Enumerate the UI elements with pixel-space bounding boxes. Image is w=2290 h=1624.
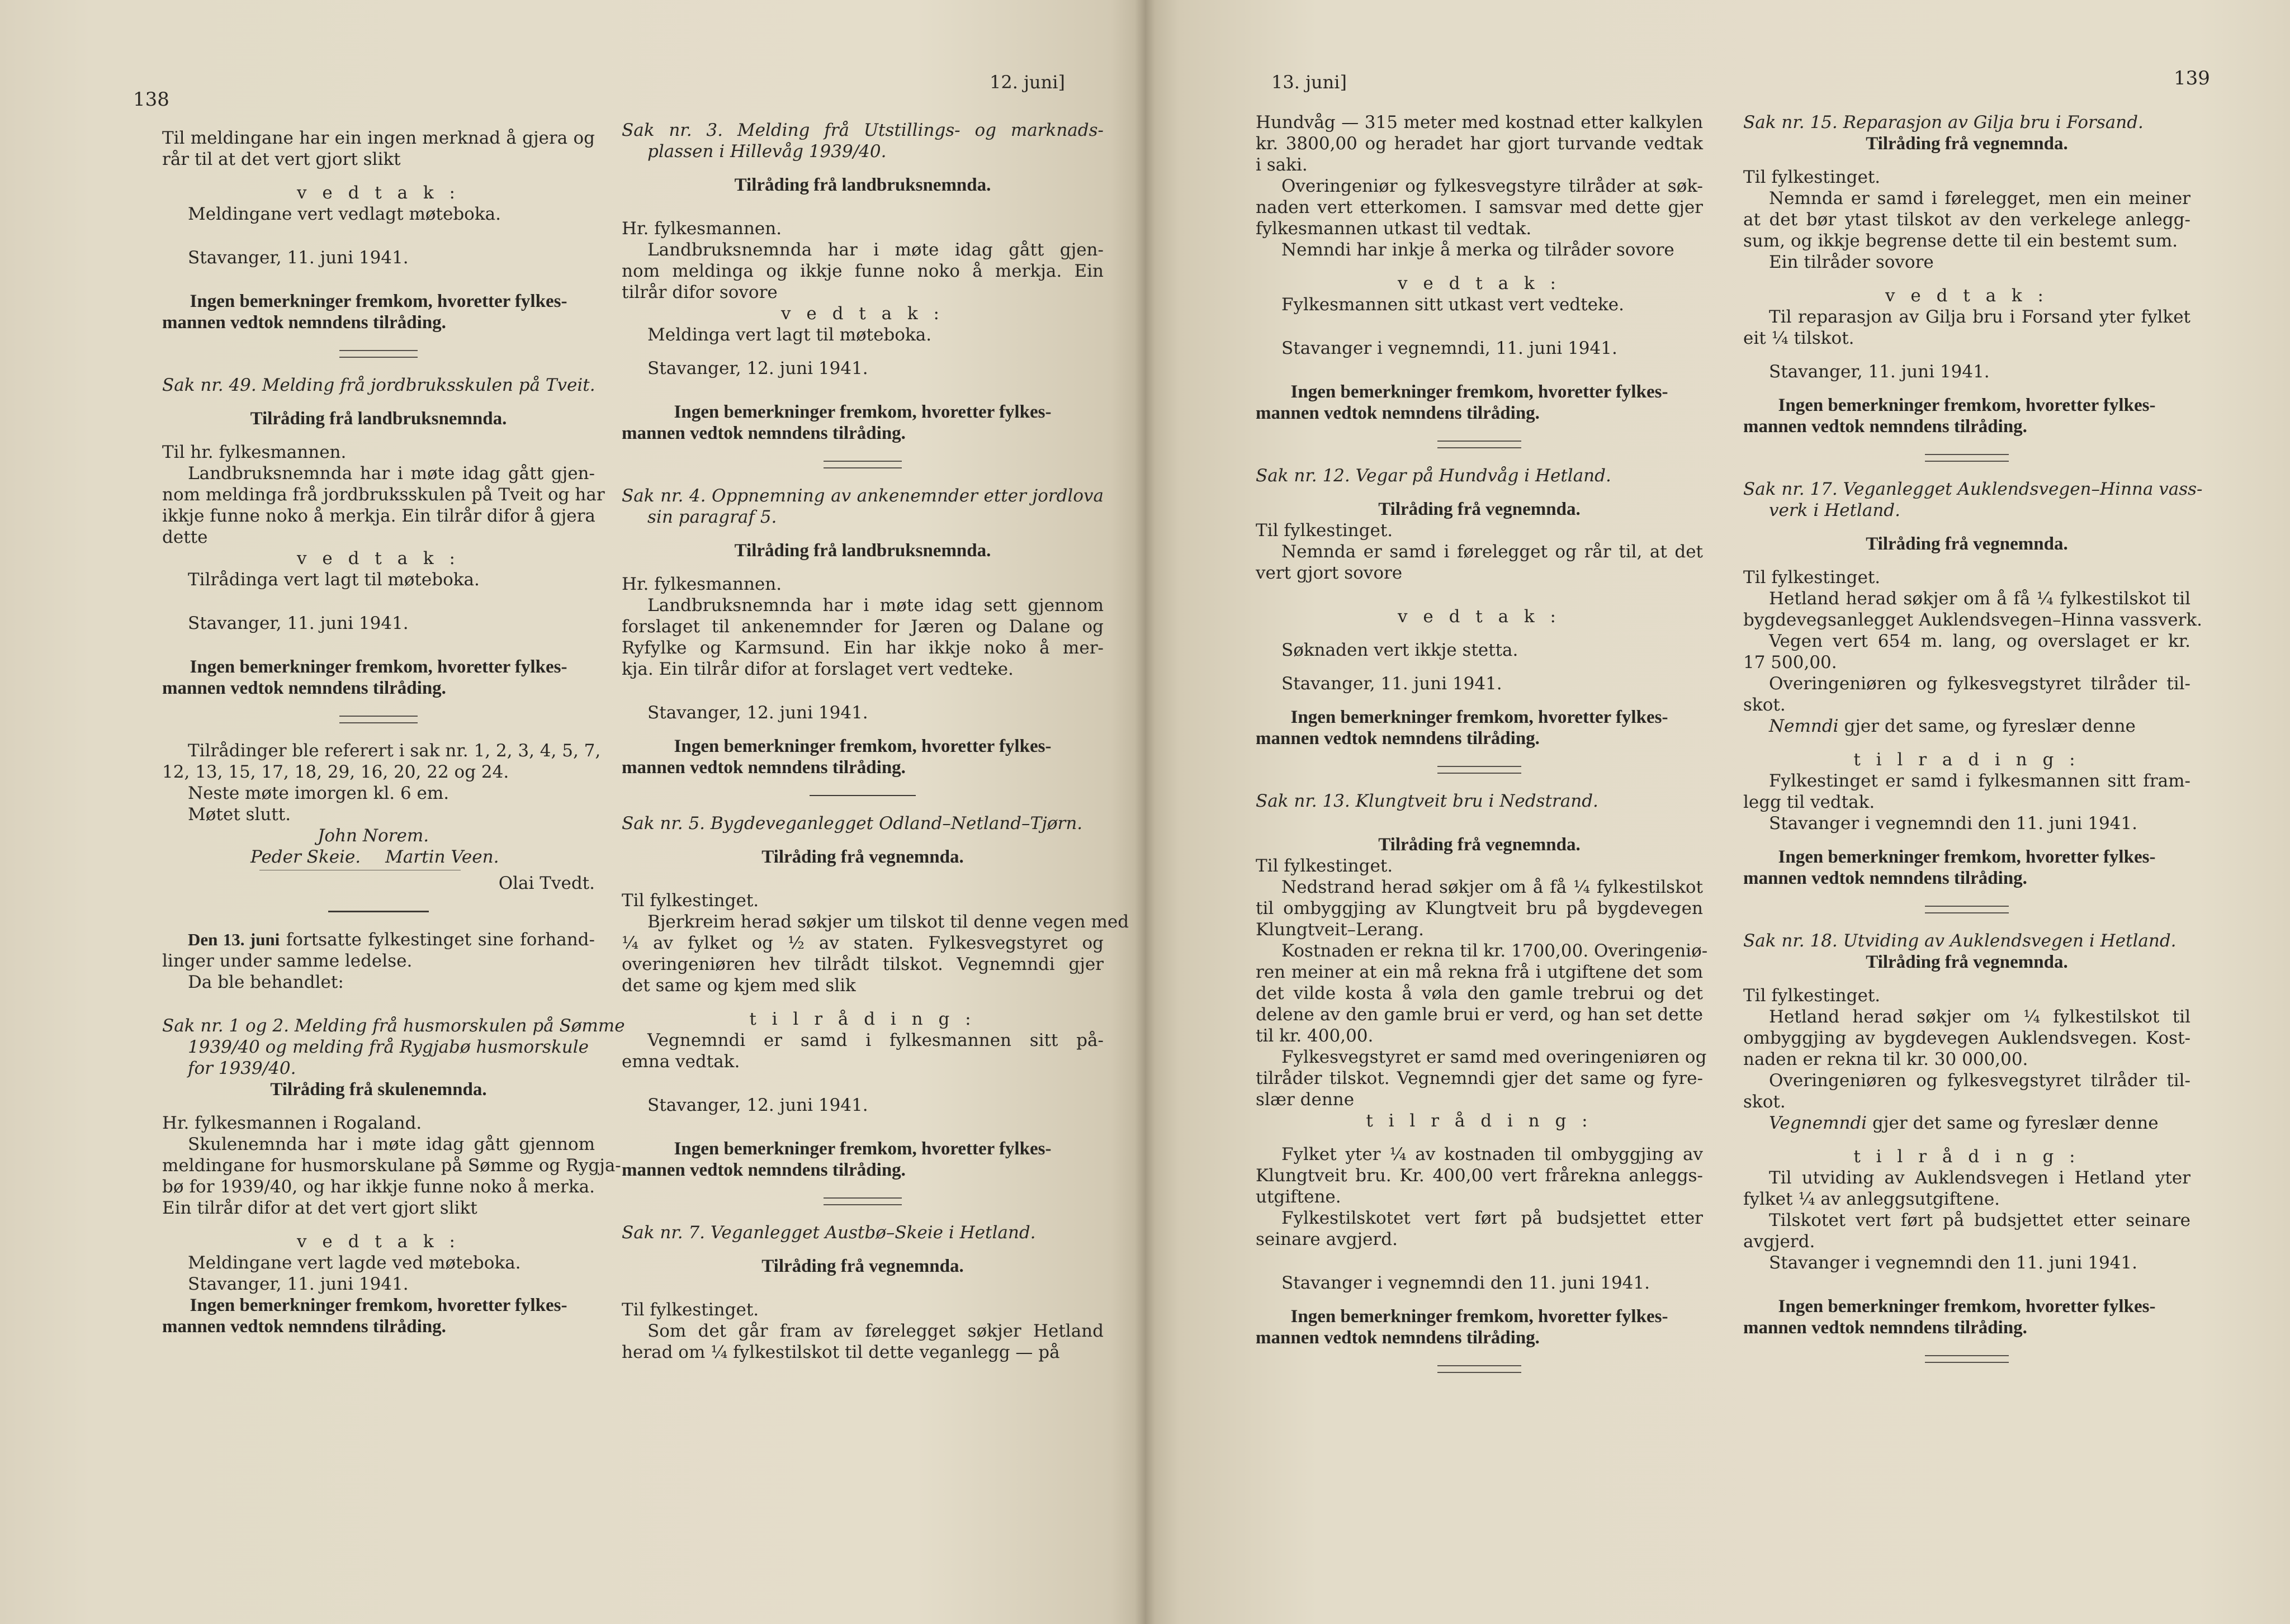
result-line: mannen vedtok nemndens tilråding. (1256, 403, 1540, 423)
divider (1925, 906, 2009, 913)
divider (1437, 441, 1521, 448)
place-date: Stavanger i vegnemndi den 11. juni 1941. (1769, 813, 2137, 834)
result-line: Ingen bemerkninger fremkom, hvoretter fylkes- (190, 291, 567, 311)
column-1 (162, 127, 625, 1337)
text-line: naden vert etterkomen. I samsvar med dette gjer (1256, 197, 1703, 217)
text-line: fylkesmannen utkast til vedtak. (1256, 219, 1532, 239)
text-line: Overingeniør og fylkesvegstyre tilråder at søk- (1281, 176, 1703, 196)
text-line: Ryfylke og Karmsund. Ein har ikkje noko å mer- (622, 638, 1104, 658)
result-line: Ingen bemerkninger fremkom, hvoretter fylkes- (674, 1139, 1052, 1159)
text-line: meldingane for husmorskulane på Sømme og Rygja- (162, 1156, 621, 1176)
result-line: mannen vedtok nemndens tilråding. (622, 757, 906, 778)
result-line: Ingen bemerkninger fremkom, hvoretter fylkes- (674, 402, 1052, 422)
case-heading: Sak nr. 3. Melding frå Utstillings- og marknads- (622, 120, 1104, 140)
case-subheading: Tilråding frå vegnemnda. (761, 847, 964, 867)
case-heading: Sak nr. 12. Vegar på Hundvåg i Hetland. (1256, 466, 1611, 486)
text-line: legg til vedtak. (1743, 792, 1875, 812)
case-subheading: Tilråding frå vegnemnda. (1866, 134, 2068, 154)
case-heading: Sak nr. 18. Utviding av Auklendsvegen i Hetland. (1743, 931, 2177, 951)
case-subheading: Tilråding frå vegnemnda. (1866, 534, 2068, 554)
text-line: Hetland herad søkjer om ¼ fylkestilskot til (1769, 1007, 2190, 1027)
result-line: Ingen bemerkninger fremkom, hvoretter fylkes- (1778, 395, 2156, 415)
result-line: Ingen bemerkninger fremkom, hvoretter fylkes- (1290, 707, 1668, 727)
text-line: Nedstrand herad søkjer om å få ¼ fylkestilskot (1281, 877, 1703, 897)
text-line: Tilrådinger ble referert i sak nr. 1, 2, 3, 4, 5, 7, (188, 741, 601, 761)
text-line: Klungtveit bru. Kr. 400,00 vert frårekna anleggs- (1256, 1166, 1703, 1186)
text-line: 17 500,00. (1743, 652, 1837, 673)
signature: Peder Skeie. (250, 847, 361, 867)
signature: John Norem. (318, 826, 429, 846)
tilrading-label: t i l r å d i n g : (749, 1009, 976, 1029)
text-line: rår til at det vert gjort slikt (162, 149, 401, 169)
result-line: Ingen bemerkninger fremkom, hvoretter fylkes- (1778, 1296, 2156, 1317)
text-line: Nemndi har inkje å merka og tilråder sovore (1281, 240, 1674, 260)
tilrading-label: t i l r a d i n g : (1853, 750, 2080, 770)
text-line: emna vedtak. (622, 1052, 740, 1072)
text-line: Kostnaden er rekna til kr. 1700,00. Overingeniø- (1281, 941, 1708, 961)
vedtak-label: v e d t a k : (297, 183, 460, 203)
text-italic: Vegnemndi (1769, 1113, 1867, 1133)
text-line: Landbruksnemnda har i møte idag gått gjen- (188, 463, 595, 484)
place-date: Stavanger, 12. juni 1941. (647, 703, 868, 723)
case-heading: plassen i Hillevåg 1939/40. (647, 141, 887, 162)
text-line: nom meldinga og ikkje funne noko å merkja. Ein (622, 261, 1104, 281)
text-line: Overingeniøren og fylkesvegstyret tilråder til- (1769, 674, 2190, 694)
vedtak-label: v e d t a k : (297, 1232, 460, 1252)
text-line: Til reparasjon av Gilja bru i Forsand yter fylket (1769, 307, 2190, 327)
result-line: Ingen bemerkninger fremkom, hvoretter fylkes- (674, 736, 1052, 756)
case-heading: Sak nr. 15. Reparasjon av Gilja bru i Forsand. (1743, 112, 2144, 132)
place-date: Stavanger, 11. juni 1941. (188, 248, 409, 268)
case-heading: for 1939/40. (188, 1058, 296, 1078)
text-line: Hetland herad søkjer om å få ¼ fylkestilskot til (1769, 589, 2190, 609)
place-date: Stavanger, 11. juni 1941. (188, 613, 409, 633)
text-line: 12, 13, 15, 17, 18, 29, 16, 20, 22 og 24. (162, 762, 509, 782)
case-heading: verk i Hetland. (1769, 500, 1900, 520)
text-line: eit ¼ tilskot. (1743, 328, 1854, 348)
text-line: avgjerd. (1743, 1232, 1815, 1252)
page-number: 138 (133, 88, 169, 111)
text-line: det same og kjem med slik (622, 976, 856, 996)
result-line: mannen vedtok nemndens tilråding. (162, 1317, 446, 1337)
text-line: slær denne (1256, 1090, 1355, 1110)
place-date: Stavanger i vegnemndi den 11. juni 1941. (1281, 1273, 1650, 1293)
vedtak-label: v e d t a k : (1885, 286, 2048, 306)
divider (824, 1197, 902, 1205)
text-line: Til meldingane har ein ingen merknad å gjera og (162, 128, 595, 148)
text-line: ¼ av fylket og ½ av staten. Fylkesvegstyret og (622, 933, 1104, 953)
text-line: delene av den gamle brui er verd, og han set dette (1256, 1005, 1703, 1025)
text-line: Overingeniøren og fylkesvegstyret tilråder til- (1769, 1071, 2190, 1091)
text-line: kja. Ein tilrår difor at forslaget vert vedteke. (622, 659, 1014, 679)
text-line (162, 929, 595, 950)
text-line: Nemnda er samd i førelegget og rår til, at det (1281, 542, 1703, 562)
place-date: Stavanger i vegnemndi den 11. juni 1941. (1769, 1253, 2137, 1273)
result-line: mannen vedtok nemndens tilråding. (162, 313, 446, 333)
signature: Martin Veen. (385, 847, 499, 867)
place-date: Stavanger i vegnemndi, 11. juni 1941. (1281, 338, 1617, 358)
text-line: at det bør ytast tilskot av den verkelege anlegg- (1743, 210, 2190, 230)
text-line: Hundvåg — 315 meter med kostnad etter kalkylen (1256, 112, 1703, 132)
divider (339, 350, 418, 358)
text-line: kr. 3800,00 og heradet har gjort turvande vedtak (1256, 134, 1703, 154)
case-heading: Sak nr. 5. Bygdeveganlegget Odland–Netland–Tjørn. (622, 813, 1083, 834)
place-date: Stavanger, 12. juni 1941. (647, 358, 868, 378)
tilrading-label: t i l r å d i n g : (1853, 1147, 2080, 1167)
text-line: Søknaden vert ikkje stetta. (1281, 640, 1518, 660)
text-line: Til utviding av Auklendsvegen i Hetland yter (1769, 1168, 2190, 1188)
place-date: Stavanger, 11. juni 1941. (188, 1274, 409, 1294)
result-line: Ingen bemerkninger fremkom, hvoretter fylkes- (190, 657, 567, 677)
text-line: Vegnemndi er samd i fylkesmannen sitt på- (647, 1030, 1104, 1050)
column-3 (1256, 112, 1708, 1390)
text-line: Meldingane vert vedlagt møteboka. (188, 204, 501, 224)
case-heading: Sak nr. 13. Klungtveit bru i Nedstrand. (1256, 791, 1598, 811)
result-line: Ingen bemerkninger fremkom, hvoretter fylkes- (190, 1295, 567, 1315)
case-heading: Sak nr. 17. Veganlegget Auklendsvegen–Hinna vass- (1743, 479, 2203, 499)
addressee: Til fylkestinget. (622, 891, 759, 911)
divider (339, 716, 418, 723)
date-bold: Den 13. juni (188, 930, 280, 949)
text-line: til ombyggjing av Klungtveit bru på bygdevegen (1256, 898, 1703, 918)
place-date: Stavanger, 11. juni 1941. (1281, 674, 1502, 694)
result-line: Ingen bemerkninger fremkom, hvoretter fylkes- (1290, 382, 1668, 402)
text-line: skot. (1743, 695, 1786, 715)
text-line: Meldinga vert lagt til møteboka. (647, 325, 932, 345)
text-line: sum, og ikkje begrense dette til ein bestemt sum. (1743, 231, 2178, 251)
text-line: Som det går fram av førelegget søkjer Hetland (647, 1321, 1104, 1341)
text-line: overingeniøren hev tilrådt tilskot. Vegnemndi gjer (622, 954, 1104, 974)
vedtak-label: v e d t a k : (781, 304, 944, 324)
signature: Olai Tvedt. (498, 873, 595, 893)
tilrading-label: t i l r å d i n g : (1366, 1111, 1593, 1131)
result-line: mannen vedtok nemndens tilråding. (1256, 728, 1540, 749)
result-line: mannen vedtok nemndens tilråding. (162, 678, 446, 698)
text-line: fylket ¼ av anleggsutgiftene. (1743, 1189, 2000, 1209)
text-line: ikkje funne noko å merkja. Ein tilrår difor å gjera (162, 506, 595, 526)
result-line: mannen vedtok nemndens tilråding. (622, 1160, 906, 1180)
text-line (1743, 1112, 2190, 1134)
text-span: fortsatte fylkestinget sine forhand- (280, 930, 595, 950)
text-line: seinare avgjerd. (1256, 1229, 1398, 1249)
vedtak-label: v e d t a k : (1398, 273, 1561, 293)
case-subheading: Tilråding frå vegnemnda. (761, 1256, 964, 1276)
vedtak-label: v e d t a k : (297, 548, 460, 569)
text-line: utgiftene. (1256, 1187, 1341, 1207)
addressee: Hr. fylkesmannen. (622, 219, 782, 239)
text-line: Ein tilrår difor at det vert gjort slikt (162, 1198, 477, 1218)
result-line: mannen vedtok nemndens tilråding. (1743, 868, 2027, 888)
case-subheading: Tilråding frå vegnemnda. (1866, 952, 2068, 972)
book-gutter (1135, 0, 1155, 1624)
divider (1925, 1355, 2009, 1363)
text-line: Neste møte imorgen kl. 6 em. (188, 783, 450, 803)
text-line: vert gjort sovore (1256, 563, 1403, 583)
addressee: Til fylkestinget. (1256, 856, 1393, 876)
text-line: Fylkesvegstyret er samd med overingeniøren og (1281, 1047, 1707, 1067)
text-italic: Nemndi (1769, 716, 1839, 736)
divider (824, 461, 902, 468)
result-line: Ingen bemerkninger fremkom, hvoretter fylkes- (1778, 847, 2156, 867)
text-line: Tilskotet vert ført på budsjettet etter seinare (1769, 1210, 2190, 1230)
case-heading: 1939/40 og melding frå Rygjabø husmorskule (188, 1037, 589, 1057)
running-head: 13. juni] (1271, 72, 1347, 93)
case-heading: Sak nr. 49. Melding frå jordbruksskulen på Tveit. (162, 375, 595, 395)
result-line: mannen vedtok nemndens tilråding. (622, 423, 906, 443)
addressee: Hr. fylkesmannen. (622, 574, 782, 594)
text-line: Nemnda er samd i førelegget, men ein meiner (1769, 188, 2190, 209)
text-line: Landbruksnemnda har i møte idag gått gjen- (647, 240, 1104, 260)
column-2 (622, 120, 1129, 1363)
vedtak-label: v e d t a k : (1398, 607, 1561, 627)
result-line: Ingen bemerkninger fremkom, hvoretter fylkes- (1290, 1306, 1668, 1327)
divider (1437, 766, 1521, 774)
text-line: herad om ¼ fylkestilskot til dette veganlegg — på (622, 1342, 1060, 1362)
text-span: gjer det same og fyreslær denne (1867, 1113, 2159, 1133)
text-line: Klungtveit–Lerang. (1256, 920, 1424, 940)
result-line: mannen vedtok nemndens tilråding. (1743, 1318, 2027, 1338)
text-line: bygdevegsanlegget Auklendsvegen–Hinna vassverk. (1743, 610, 2203, 630)
running-head: 12. juni] (990, 72, 1065, 93)
case-subheading: Tilråding frå landbruksnemnda. (734, 175, 991, 195)
text-line: Fylkesmannen sitt utkast vert vedteke. (1281, 295, 1624, 315)
text-line: i saki. (1256, 155, 1308, 175)
addressee: Hr. fylkesmannen i Rogaland. (162, 1113, 422, 1133)
text-line: tilrår difor sovore (622, 282, 778, 302)
text-line: nom meldinga frå jordbruksskulen på Tveit og har (162, 485, 605, 505)
case-heading: Sak nr. 4. Oppnemning av ankenemnder etter jordlova (622, 486, 1104, 506)
text-line: tilråder tilskot. Vegnemndi gjer det same og fyre- (1256, 1068, 1703, 1088)
addressee: Til fylkestinget. (1743, 167, 1881, 187)
case-subheading: Tilråding frå vegnemnda. (1378, 499, 1581, 519)
column-4 (1743, 112, 2203, 1380)
text-line: Fylket yter ¼ av kostnaden til ombyggjing av (1281, 1144, 1703, 1164)
addressee: Til fylkestinget. (622, 1300, 759, 1320)
text-line: skot. (1743, 1092, 1786, 1112)
text-line: Skulenemnda har i møte idag gått gjennom (188, 1134, 595, 1154)
text-line: Landbruksnemnda har i møte idag sett gjennom (647, 595, 1104, 615)
text-line: bø for 1939/40, og har ikkje funne noko å merka. (162, 1177, 595, 1197)
result-line: mannen vedtok nemndens tilråding. (1256, 1328, 1540, 1348)
text-line: Bjerkreim herad søkjer um tilskot til denne vegen med (647, 912, 1129, 932)
addressee: Til fylkestinget. (1743, 986, 1881, 1006)
page-number: 139 (2174, 67, 2210, 89)
case-heading: Sak nr. 7. Veganlegget Austbø–Skeie i Hetland. (622, 1223, 1036, 1243)
place-date: Stavanger, 12. juni 1941. (647, 1095, 868, 1115)
divider (1437, 1365, 1521, 1373)
place-date: Stavanger, 11. juni 1941. (1769, 362, 1990, 382)
text-line: Meldingane vert lagde ved møteboka. (188, 1253, 521, 1273)
text-line: ombyggjing av bygdevegen Auklendsvegen. Kost- (1743, 1028, 2190, 1048)
text-line: Møtet slutt. (188, 804, 291, 825)
text-line: Da ble behandlet: (188, 972, 344, 992)
text-line: Tilrådinga vert lagt til møteboka. (188, 570, 480, 590)
divider (1925, 454, 2009, 462)
addressee: Til hr. fylkesmannen. (162, 442, 347, 462)
text-line: Fylkestinget er samd i fylkesmannen sitt fram- (1769, 771, 2190, 791)
result-line: mannen vedtok nemndens tilråding. (1743, 416, 2027, 437)
right-page (1145, 0, 2290, 1624)
text-line (1743, 716, 2190, 737)
divider (810, 795, 916, 796)
text-line: det vilde kosta å vøla den gamle trebrui og det (1256, 983, 1703, 1003)
text-line: Fylkestilskotet vert ført på budsjettet etter (1281, 1208, 1703, 1228)
case-subheading: Tilråding frå landbruksnemnda. (734, 541, 991, 561)
text-line: Vegen vert 654 m. lang, og overslaget er kr. (1769, 631, 2190, 651)
text-line: dette (162, 527, 208, 547)
addressee: Til fylkestinget. (1743, 567, 1881, 588)
case-subheading: Tilråding frå landbruksnemnda. (250, 409, 507, 429)
text-line: linger under samme ledelse. (162, 951, 413, 971)
case-heading: Sak nr. 1 og 2. Melding frå husmorskulen på Sømme (162, 1016, 625, 1036)
case-subheading: Tilråding frå skulenemnda. (270, 1079, 487, 1100)
text-line: til kr. 400,00. (1256, 1026, 1374, 1046)
divider (328, 911, 429, 912)
case-heading: sin paragraf 5. (647, 507, 777, 527)
text-line: naden er rekna til kr. 30 000,00. (1743, 1049, 2028, 1069)
case-subheading: Tilråding frå vegnemnda. (1378, 835, 1581, 855)
text-line: forslaget til ankenemnder for Jæren og Dalane og (622, 617, 1104, 637)
text-line: Ein tilråder sovore (1769, 252, 1934, 272)
addressee: Til fylkestinget. (1256, 520, 1393, 541)
signature-row (162, 846, 595, 868)
text-span: gjer det same, og fyreslær denne (1838, 716, 2136, 736)
text-line: ren meiner at ein må rekna frå i utgiftene det som (1256, 962, 1703, 982)
